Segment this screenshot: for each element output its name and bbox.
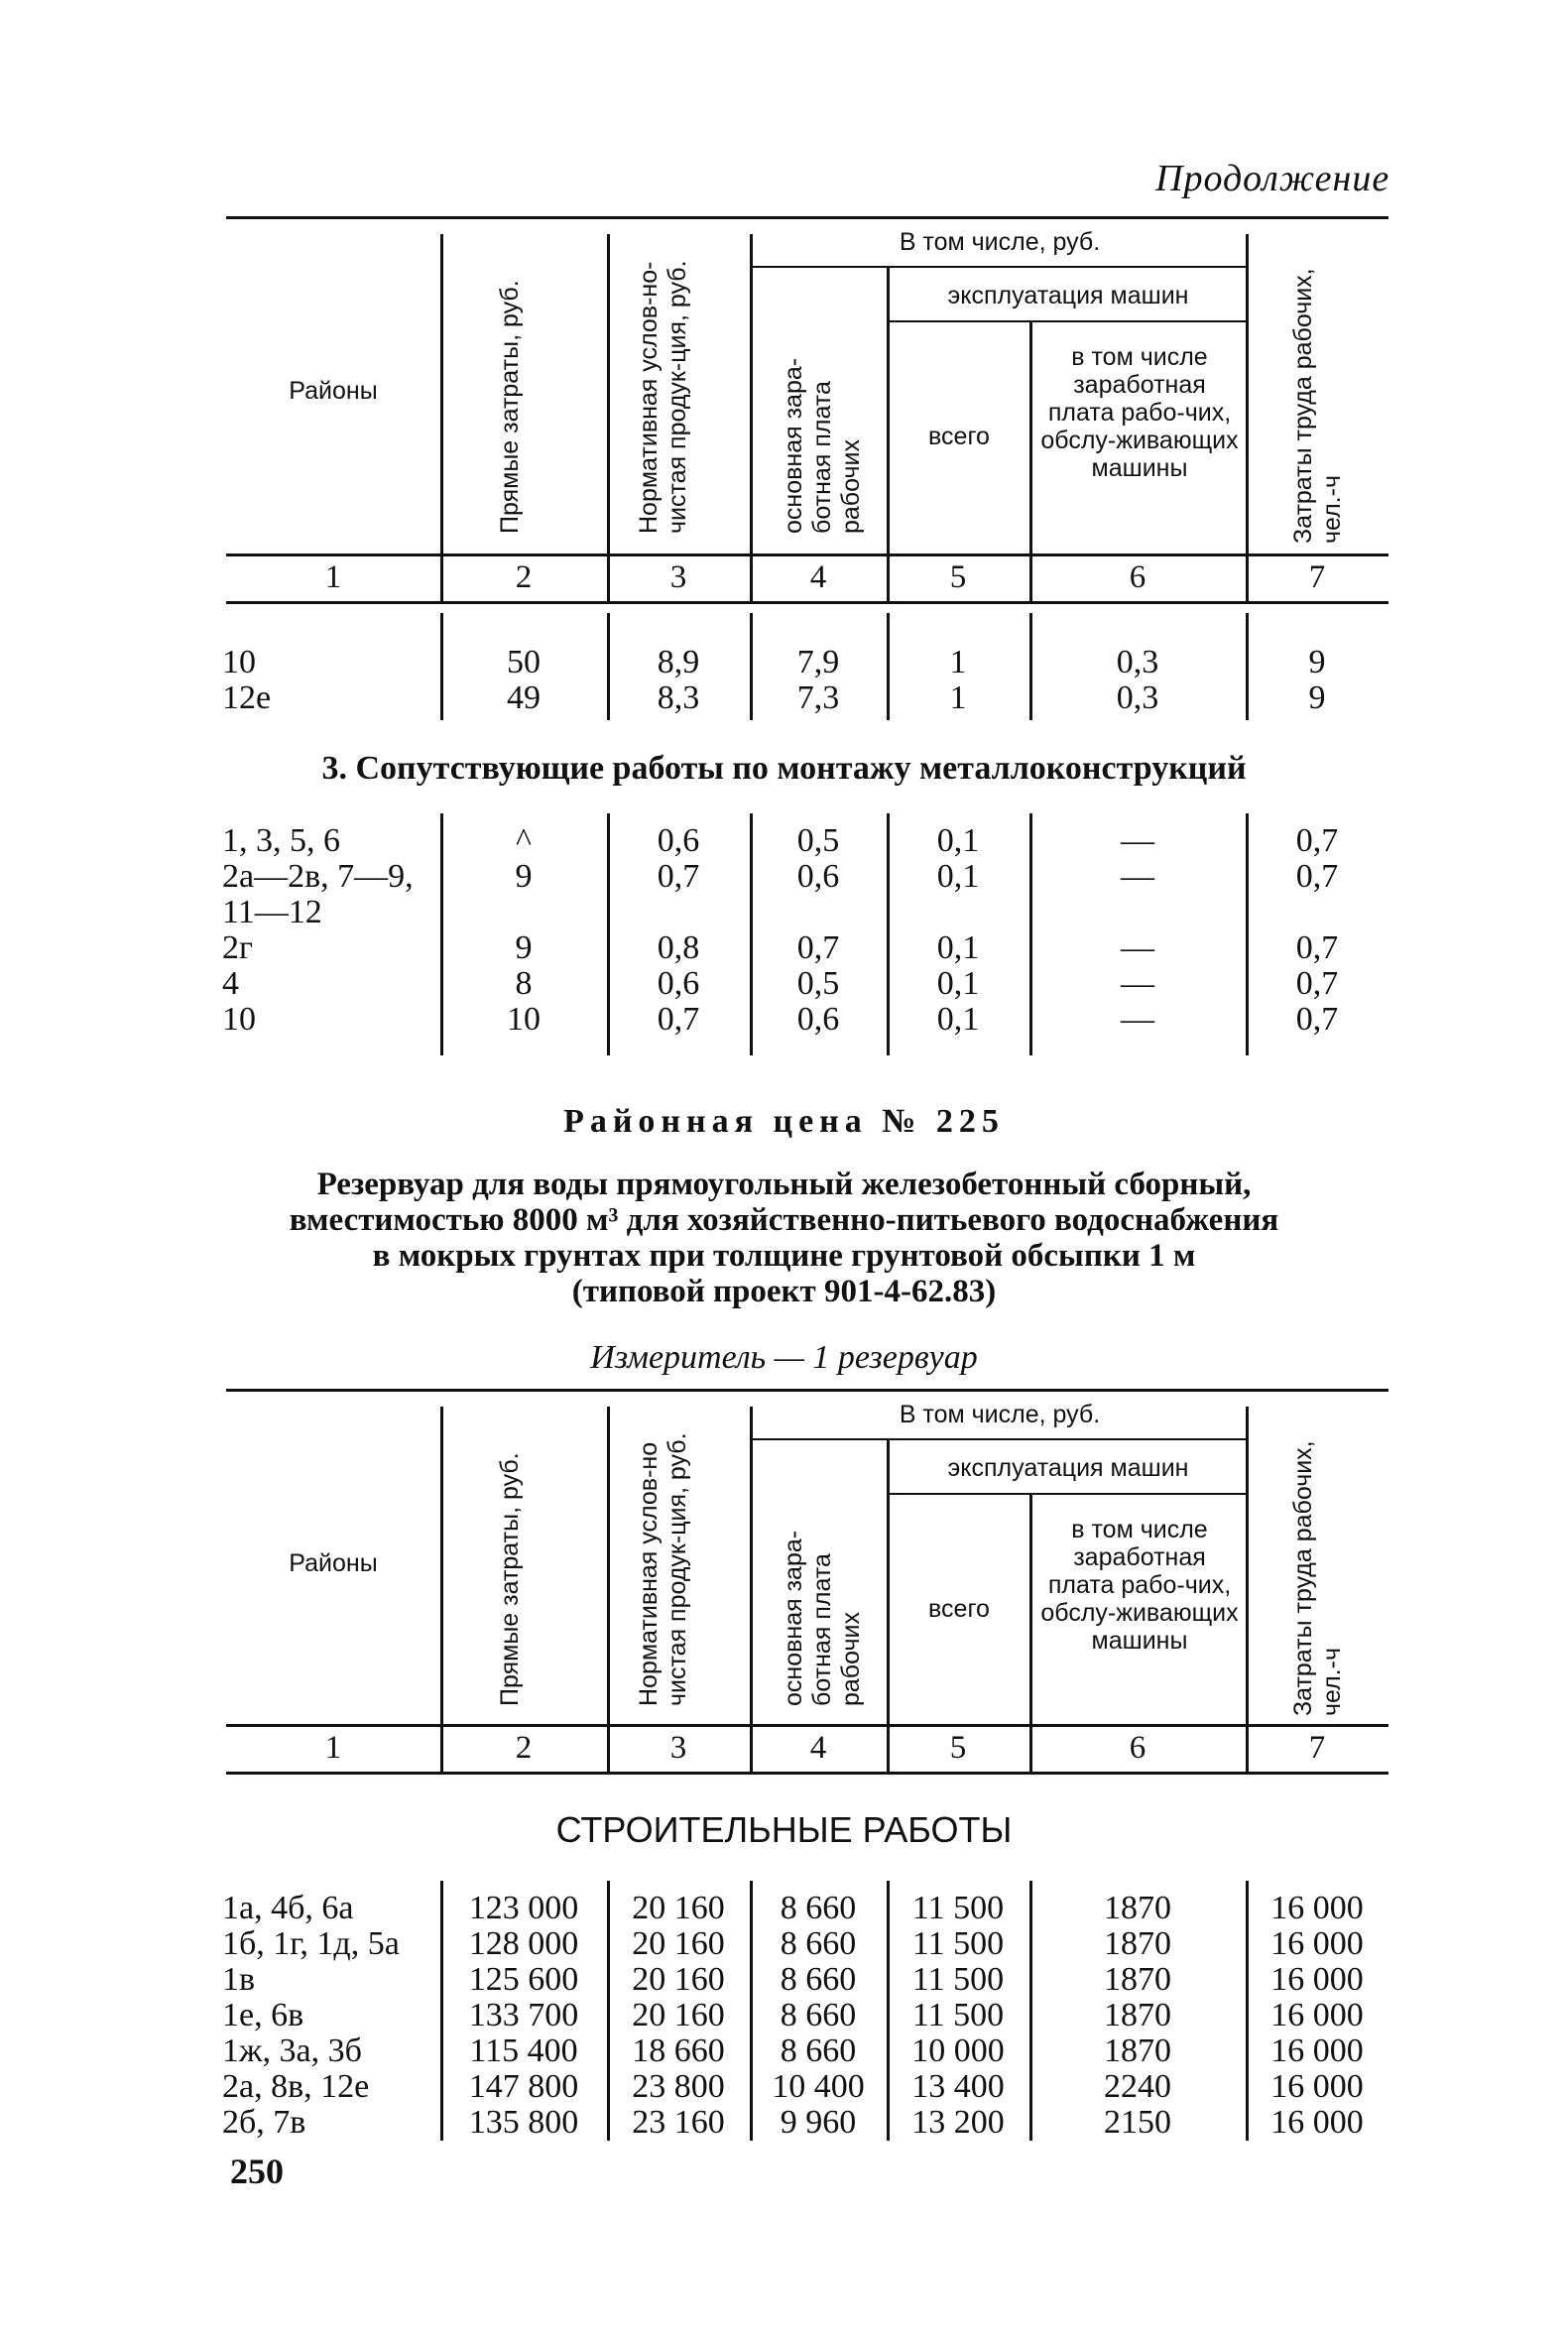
table-cell: 16 000: [1270, 1961, 1364, 1998]
table-cell: 0,7: [1295, 965, 1339, 1002]
table-cell: 1е, 6в: [222, 1997, 304, 2033]
table-cell: 2г: [222, 929, 253, 966]
description: [0, 1167, 1568, 1309]
table-cell: 12е: [222, 679, 272, 716]
table-cell: 23 800: [632, 2068, 725, 2105]
table-cell: 0,5: [796, 822, 840, 859]
table-cell: 1, 3, 5, 6: [222, 822, 340, 859]
table-cell: 23 160: [632, 2104, 725, 2141]
table-cell: 2150: [1104, 2104, 1171, 2141]
table-row: [222, 679, 1388, 716]
table-cell: 11—12: [222, 894, 322, 930]
table-cell: —: [1121, 929, 1154, 966]
table-body-2: [222, 813, 1388, 1061]
table-cell: 50: [507, 644, 541, 680]
table-cell: 7,9: [796, 644, 840, 680]
header-including: В том числе, руб.: [899, 228, 1101, 256]
table-cell: 0,3: [1116, 679, 1159, 716]
col-num: 4: [809, 1730, 827, 1766]
header-machines: эксплуатация машин: [947, 1454, 1189, 1482]
table-cell: 8 660: [780, 1961, 857, 1998]
table-cell: 9: [515, 929, 533, 966]
col-num: 6: [1129, 559, 1146, 595]
table-cell: 0,7: [1295, 822, 1339, 859]
continuation-label: Продолжение: [1155, 158, 1390, 199]
table-cell: 0,1: [936, 1001, 980, 1038]
table-cell: 9 960: [780, 2104, 857, 2141]
table-cell: 11 500: [911, 1925, 1005, 1962]
table-cell: 125 600: [468, 1961, 579, 1998]
table-cell: 1870: [1104, 1961, 1171, 1998]
table-cell: 0,7: [657, 858, 700, 895]
table-cell: 1: [949, 679, 967, 716]
table-cell: 8,3: [657, 679, 700, 716]
table-cell: 0,6: [796, 858, 840, 895]
table-cell: 16 000: [1270, 1925, 1364, 1962]
description-line: вместимостью 8000 м³ для хозяйственно-питьевого водоснабжения: [289, 1202, 1279, 1238]
table-cell: 10: [222, 1001, 256, 1038]
table-cell: 4: [222, 965, 239, 1002]
table-cell: 0,7: [796, 929, 840, 966]
table-cell: 11 500: [911, 1961, 1005, 1998]
table-row: [222, 2032, 1388, 2069]
header-direct-costs: Прямые затраты, руб.: [496, 1452, 524, 1706]
col-num: 2: [515, 1730, 533, 1766]
table-body-1: [222, 613, 1388, 722]
description-line: в мокрых грунтах при толщине грунтовой обсыпки 1 м: [372, 1238, 1196, 1274]
table-cell: 7,3: [796, 679, 840, 716]
table-cell: 2б, 7в: [222, 2104, 306, 2141]
table-header-1: [226, 216, 1388, 603]
header-base-wage: основная зара-ботная плата рабочих: [780, 357, 865, 534]
table-cell: ^: [516, 822, 532, 859]
table-cell: 0,8: [657, 929, 700, 966]
table-cell: 18 660: [632, 2032, 725, 2069]
table-cell: 115 400: [469, 2032, 578, 2069]
header-total: всего: [928, 423, 990, 450]
construction-title: СТРОИТЕЛЬНЫЕ РАБОТЫ: [555, 1809, 1013, 1850]
table-cell: 0,6: [657, 965, 700, 1002]
table-cell: 1870: [1104, 1925, 1171, 1962]
section-3-title: 3. Сопутствующие работы по монтажу металлоконструкций: [321, 750, 1247, 787]
table-cell: 2240: [1104, 2068, 1171, 2105]
table-body-3: [222, 1881, 1388, 2145]
table-cell: 0,7: [1295, 858, 1339, 895]
page-number: 250: [230, 2152, 284, 2191]
table-cell: 1870: [1104, 1997, 1171, 2033]
table-cell: 8 660: [780, 2032, 857, 2069]
table-cell: 20 160: [632, 1925, 725, 1962]
col-num: 6: [1129, 1730, 1146, 1766]
table-row: [222, 894, 1388, 930]
table-cell: 0,1: [936, 929, 980, 966]
table-cell: 11 500: [911, 1997, 1005, 2033]
table-cell: 8 660: [780, 1997, 857, 2033]
table-cell: 16 000: [1270, 2104, 1364, 2141]
table-cell: 9: [1308, 644, 1326, 680]
table-cell: 8,9: [657, 644, 700, 680]
col-num: 5: [949, 1730, 967, 1766]
table-header-2: [226, 1389, 1388, 1785]
header-including: В том числе, руб.: [899, 1401, 1101, 1428]
header-direct-costs: Прямые затраты, руб.: [496, 280, 524, 534]
table-cell: 0,3: [1116, 644, 1159, 680]
header-regions: Районы: [289, 1549, 378, 1577]
table-cell: 2а, 8в, 12е: [222, 2068, 370, 2105]
col-num: 2: [515, 559, 533, 595]
header-normative-product: Нормативная услов-но чистая продук-ция, руб.: [635, 1432, 691, 1706]
col-num: 7: [1308, 559, 1326, 595]
table-row: [222, 929, 1388, 966]
table-cell: 11 500: [911, 1890, 1005, 1926]
table-cell: 20 160: [632, 1997, 725, 2033]
table-cell: —: [1121, 858, 1154, 895]
table-cell: 8: [515, 965, 533, 1002]
table-cell: 1а, 4б, 6а: [222, 1890, 354, 1926]
table-cell: 20 160: [632, 1961, 725, 1998]
header-labor: Затраты труда рабочих, чел.-ч: [1289, 268, 1346, 544]
col-num: 1: [324, 1730, 342, 1766]
table-cell: 1б, 1г, 1д, 5а: [222, 1925, 400, 1962]
table-row: [222, 2068, 1388, 2105]
table-cell: 20 160: [632, 1890, 725, 1926]
table-cell: 10 400: [772, 2068, 865, 2105]
col-num: 7: [1308, 1730, 1326, 1766]
table-cell: 10: [222, 644, 256, 680]
table-cell: 0,6: [796, 1001, 840, 1038]
table-cell: 0,1: [936, 858, 980, 895]
table-cell: 123 000: [468, 1890, 579, 1926]
table-cell: 0,5: [796, 965, 840, 1002]
table-cell: 1870: [1104, 2032, 1171, 2069]
table-cell: 8 660: [780, 1890, 857, 1926]
table-cell: 13 400: [911, 2068, 1005, 2105]
col-num: 5: [949, 559, 967, 595]
table-cell: 1: [949, 644, 967, 680]
table-row: [222, 1890, 1388, 1926]
table-cell: 0,7: [1295, 929, 1339, 966]
table-cell: 1870: [1104, 1890, 1171, 1926]
measure-label: Измеритель — 1 резервуар: [590, 1339, 978, 1376]
col-num: 4: [809, 559, 827, 595]
price-title: Районная цена № 225: [563, 1103, 1005, 1140]
table-cell: 13 200: [911, 2104, 1005, 2141]
table-cell: —: [1121, 965, 1154, 1002]
table-cell: 10 000: [911, 2032, 1005, 2069]
table-cell: 16 000: [1270, 2032, 1364, 2069]
table-cell: 49: [507, 679, 541, 716]
table-cell: 0,6: [657, 822, 700, 859]
table-cell: 10: [507, 1001, 541, 1038]
header-machine-wage: в том числе заработная плата рабо-чих, обслу-живающих машины: [1040, 343, 1239, 482]
table-cell: —: [1121, 1001, 1154, 1038]
table-row: [222, 965, 1388, 1002]
header-base-wage: основная зара-ботная плата рабочих: [780, 1530, 865, 1706]
table-row: [222, 1961, 1388, 1998]
table-cell: 16 000: [1270, 1890, 1364, 1926]
col-num: 1: [324, 559, 342, 595]
table-row: [222, 1001, 1388, 1038]
header-labor: Затраты труда рабочих, чел.-ч: [1289, 1440, 1346, 1716]
table-cell: 16 000: [1270, 2068, 1364, 2105]
table-cell: 1в: [222, 1961, 256, 1998]
table-row: [222, 822, 1388, 859]
header-normative-product: Нормативная услов-но-чистая продук-ция, руб.: [635, 260, 691, 534]
table-cell: 0,1: [936, 822, 980, 859]
col-num: 3: [669, 559, 687, 595]
table-cell: 0,7: [1295, 1001, 1339, 1038]
table-cell: 128 000: [468, 1925, 579, 1962]
col-num: 3: [669, 1730, 687, 1766]
table-cell: 2а—2в, 7—9,: [222, 858, 414, 895]
table-row: [222, 858, 1388, 895]
table-cell: 16 000: [1270, 1997, 1364, 2033]
table-cell: 147 800: [468, 2068, 579, 2105]
header-machines: эксплуатация машин: [947, 282, 1189, 309]
table-cell: 8 660: [780, 1925, 857, 1962]
header-total: всего: [928, 1595, 990, 1623]
description-line: Резервуар для воды прямоугольный железобетонный сборный,: [316, 1167, 1252, 1202]
header-machine-wage: в том числе заработная плата рабо-чих, обслу-живающих машины: [1040, 1516, 1239, 1655]
table-cell: 0,1: [936, 965, 980, 1002]
table-row: [222, 1925, 1388, 1962]
table-cell: —: [1121, 822, 1154, 859]
description-line: (типовой проект 901-4-62.83): [571, 1274, 997, 1309]
table-row: [222, 2104, 1388, 2141]
table-cell: 1ж, 3а, 3б: [222, 2032, 362, 2069]
header-regions: Районы: [289, 377, 378, 405]
table-row: [222, 644, 1388, 680]
table-cell: 0,7: [657, 1001, 700, 1038]
table-row: [222, 1997, 1388, 2033]
table-cell: 9: [515, 858, 533, 895]
table-cell: 133 700: [468, 1997, 579, 2033]
table-cell: 135 800: [468, 2104, 579, 2141]
table-cell: 9: [1308, 679, 1326, 716]
